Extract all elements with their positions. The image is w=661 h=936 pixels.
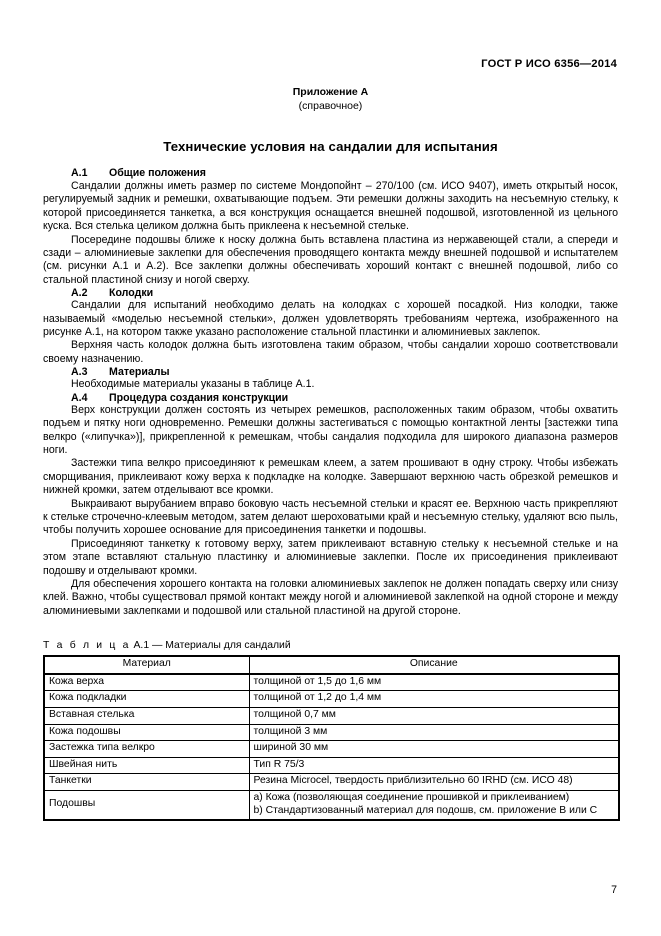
annex-subtitle: (справочное) [298, 99, 363, 112]
section-heading-a2 [43, 287, 618, 299]
section-a4-paragraph-4: Присоединяют танкетку к готовому верху, затем приклеивают вставную стельку к несъемной стельке и на этом этапе вставляют стальную пластинку и алюминиевые заклепки. После их присоединения приклеивают подошву и отделывают кромки. [43, 537, 618, 577]
cell-material: Швейная нить [44, 757, 249, 774]
section-number-a2: А.2 [71, 287, 88, 300]
cell-description [249, 790, 619, 820]
section-heading-a3 [43, 366, 618, 378]
section-a4-paragraph-3: Выкраивают вырубанием вправо боковую часть несъемной стельки и красят ее. Верхнюю часть прикрепляют к стельке строчечно-клеевым методом, затем делают шероховатыми край и несъемную стельку, удаляют всю пыль, чтобы получить хорошее основание для присоединения танкетки и подошвы. [43, 497, 618, 537]
cell-description: толщиной от 1,2 до 1,4 мм [249, 691, 619, 708]
section-heading-a1 [43, 167, 618, 179]
table-row [44, 790, 619, 820]
section-heading-a4 [43, 392, 618, 404]
table-row [44, 774, 619, 791]
section-title-a1: Общие положения [109, 167, 206, 179]
cell-description-line-a: a) Кожа (позволяющая соединение прошивкой и приклеиванием) [253, 791, 570, 803]
table-row [44, 674, 619, 691]
page-number: 7 [611, 884, 617, 896]
section-a1-paragraph-2: Посередине подошвы ближе к носку должна быть вставлена пластина из нержавеющей стали, а спереди и сзади – алюминиевые заклепки для обеспечения проводящего контакта между внешней подошвой и испытателем (см. рисунки А.1 и А.2). Все заклепки должны обеспечивать хороший контакт с внешней подошвой, либо со стальной пластиной снизу и ногой сверху. [43, 233, 618, 286]
table-row [44, 741, 619, 758]
column-header-material: Материал [44, 656, 249, 674]
section-title-a2: Колодки [109, 287, 154, 300]
section-a4-paragraph-2: Застежки типа велкро присоединяют к ремешкам клеем, а затем прошивают в одну строку. Чтобы избежать сморщивания, приклеивают кожу верха к подкладке на колодке. Завершают верхнюю часть обрезкой ремешков и нижней кромки, затем отделывают все кромки. [43, 457, 618, 497]
table-row [44, 757, 619, 774]
page-content [43, 86, 618, 821]
cell-description: толщиной 0,7 мм [249, 707, 619, 724]
materials-table [43, 655, 620, 821]
annex-title: Технические условия на сандалии для испытания [163, 139, 498, 154]
table-caption [43, 640, 618, 651]
table-caption-rest: А.1 — Материалы для сандалий [130, 640, 291, 652]
cell-description: толщиной 3 мм [249, 724, 619, 741]
cell-material: Танкетки [44, 774, 249, 791]
section-number-a3: А.3 [71, 366, 88, 379]
standard-header: ГОСТ Р ИСО 6356—2014 [481, 58, 617, 70]
section-number-a4: А.4 [71, 391, 88, 404]
cell-material: Застежка типа велкро [44, 741, 249, 758]
cell-description: Резина Microcel, твердость приблизительно 60 IRHD (см. ИСО 48) [249, 774, 619, 791]
cell-material: Подошвы [44, 790, 249, 820]
table-row [44, 691, 619, 708]
cell-material: Кожа верха [44, 674, 249, 691]
section-a4-paragraph-1: Верх конструкции должен состоять из четырех ремешков, расположенных таким образом, чтобы охватить подъем и пятку ноги одновременно. Ремешки должны застегиваться с помощью контактной ленты [застежки типа велкро («липучка»)], прикрепленной к ремешкам, чтобы сандалия подходила для широкого диапазона размеров ноги. [43, 403, 618, 456]
section-a3-paragraph-1: Необходимые материалы указаны в таблице А.1. [71, 378, 315, 391]
cell-description-line-b: b) Стандартизованный материал для подошв, см. приложение В или С [253, 804, 598, 816]
table-row [44, 707, 619, 724]
column-header-description: Описание [249, 656, 619, 674]
section-a4-paragraph-5: Для обеспечения хорошего контакта на головки алюминиевых заклепок не должен попадать сверху или снизу клей. Важно, чтобы существовал прямой контакт между ногой и алюминиевой заклепкой на одной стороне и между алюминиевыми заклепками и подошвой или стальной пластиной на другой стороне. [43, 577, 618, 617]
section-a2-paragraph-2: Верхняя часть колодок должна быть изготовлена таким образом, чтобы сандалии хорошо соответствовали своему назначению. [43, 339, 618, 365]
section-title-a4: Процедура создания конструкции [109, 391, 289, 404]
cell-description: толщиной от 1,5 до 1,6 мм [249, 674, 619, 691]
table-row [44, 724, 619, 741]
table-header-row [44, 656, 619, 674]
section-number-a1: А.1 [71, 167, 88, 179]
section-a1-paragraph-1: Сандалии должны иметь размер по системе Мондопойнт – 270/100 (см. ИСО 9407), иметь открытый носок, регулируемый задник и ремешки, охватывающие подъем. Эти ремешки должны заходить на несъемную стельку, к которой присоединяется танкетка, а вся конструкция оснащается внешней подошвой, изготовленной из цельного куска. Вся стелька целиком должна быть приклеена к несъемной стельке. [43, 180, 618, 233]
table-caption-prefix: Т а б л и ц а [43, 640, 131, 652]
cell-description: шириной 30 мм [249, 741, 619, 758]
section-a2-paragraph-1: Сандалии для испытаний необходимо делать на колодках с хорошей посадкой. Низ колодки, также называемый «моделью несъемной стельки», должен удовлетворять требованиям чертежа, изображенного на рисунке А.1, на котором также указано расположение стальной пластинки и алюминиевых заклепок. [43, 299, 618, 339]
cell-material: Кожа подкладки [44, 691, 249, 708]
cell-material: Вставная стелька [44, 707, 249, 724]
section-title-a3: Материалы [109, 366, 170, 379]
cell-description: Тип R 75/3 [249, 757, 619, 774]
annex-label: Приложение А [292, 86, 369, 98]
cell-material: Кожа подошвы [44, 724, 249, 741]
